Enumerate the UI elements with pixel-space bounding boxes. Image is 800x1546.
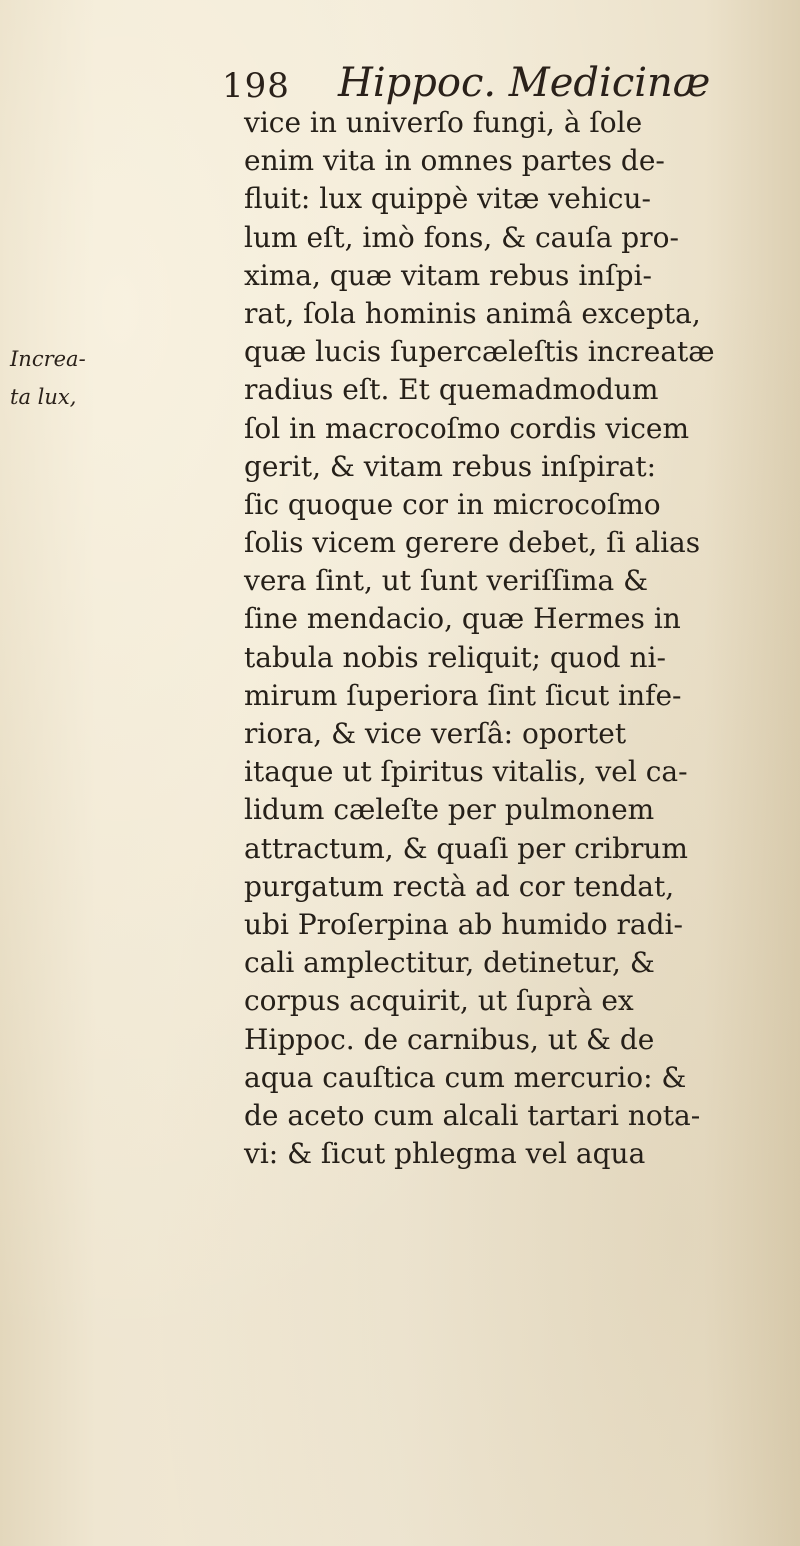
running-head: Hippoc. Medicinæ <box>338 60 711 106</box>
text-line: ſol in macrocoſmo cordis vicem <box>244 411 689 445</box>
text-line: fluit: lux quippè vitæ vehicu- <box>244 182 651 216</box>
text-line: de aceto cum alcali tartari nota- <box>244 1098 701 1132</box>
text-line: corpus acquirit, ut ſuprà ex <box>244 984 634 1018</box>
text-line: cali amplectitur, detinetur, & <box>244 946 655 980</box>
text-line: lidum cæleſte per pulmonem <box>244 793 655 827</box>
page-number: 198 <box>222 66 290 106</box>
body-text <box>244 104 792 1173</box>
text-line: riora, & vice verſâ: oportet <box>244 717 627 750</box>
text-line: gerit, & vitam rebus inſpirat: <box>244 449 657 483</box>
marginal-note-line: ta lux, <box>10 385 77 409</box>
text-line: radius eſt. Et quemadmodum <box>244 373 659 407</box>
text-line: attractum, & quaſi per cribrum <box>244 831 688 865</box>
text-line: aqua cauſtica cum mercurio: & <box>244 1060 687 1094</box>
text-line: ſic quoque cor in microcoſmo <box>244 487 661 521</box>
text-line: vera ſint, ut ſunt veriſſima & <box>244 564 649 598</box>
text-line: mirum ſuperiora ſint ſicut infe- <box>244 678 682 712</box>
text-line: xima, quæ vitam rebus inſpi- <box>244 258 653 292</box>
text-line: Hippoc. de carnibus, ut & de <box>244 1022 655 1056</box>
text-line: vi: & ſicut phlegma vel aqua <box>244 1137 646 1171</box>
text-line: lum eſt, imò fons, & cauſa pro- <box>244 220 679 254</box>
text-line: rat, ſola hominis animâ excepta, <box>244 296 701 330</box>
text-line: enim vita in omnes partes de- <box>244 144 665 178</box>
text-line: tabula nobis reliquit; quod ni- <box>244 640 666 674</box>
marginal-note-line: Increa- <box>10 347 86 371</box>
text-line: ſine mendacio, quæ Hermes in <box>244 602 681 636</box>
text-line: ſolis vicem gerere debet, ſi alias <box>244 526 701 560</box>
text-line: quæ lucis ſupercæleſtis increatæ <box>244 335 715 369</box>
marginal-note <box>10 340 120 416</box>
text-line: purgatum rectà ad cor tendat, <box>244 869 675 903</box>
text-line: vice in univerſo fungi, à ſole <box>244 106 643 139</box>
text-line: ubi Proſerpina ab humido radi- <box>244 907 683 941</box>
text-line: itaque ut ſpiritus vitalis, vel ca- <box>244 755 688 789</box>
